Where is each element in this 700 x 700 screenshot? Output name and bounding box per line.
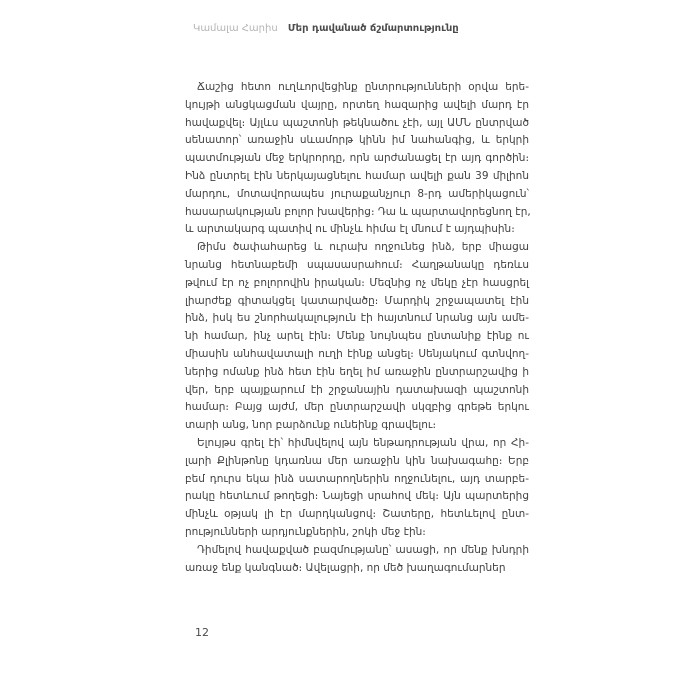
text-line: րությունների արդյունքներին, շոկի մեջ էին։ <box>185 525 426 538</box>
text-line: րակը հետևում թողեցի։ Նայեցի սրահով մեկ։ Այն պարտերից <box>185 490 529 503</box>
text-line: նի համար, ինչ արել էին։ Մենք նույնպես ընտանիք էինք ու <box>185 330 529 343</box>
text-line: լիարժեք գիտակցել կատարվածը։ Մարդիկ շրջապատել էին <box>185 294 529 307</box>
text-line: սենատոր՝ առաջին սևամորթ կինն իմ նահանգից, և երկրի <box>185 134 529 147</box>
text-line: ինձ, իսկ ես շնորհակալություն էի հայտնում նրանց այն ամե- <box>185 312 529 325</box>
text-line: հավաքվել։ Այլևս պաշտոնի թեկնածու չէի, այլ ԱՄՆ ընտրված <box>185 116 529 129</box>
text-line: Թիմս ծափահարեց և ուրախ ողջունեց ինձ, երբ միացա <box>197 241 529 254</box>
text-line: բեմ դուրս եկա ինձ սատարողներին ողջունելու, այդ տարբե- <box>185 472 529 485</box>
text-line: հասարակության բոլոր խավերից։ Դա և պարտավորեցնող էր, <box>185 205 531 218</box>
text-line: մարդու, մոտավորապես յուրաքանչյուր 8-րդ ամերիկացուն՝ <box>185 187 529 200</box>
text-line: միասին անհավատալի ուղի էինք անցել։ Սենյակում գտնվող- <box>185 347 529 360</box>
text-line: Դիմելով հավաքված բազմությանը՝ ասացի, որ մենք խնդրի <box>197 543 529 556</box>
text-line: պատմության մեջ երկրորդը, որն արժանացել էր այդ գործին։ <box>185 152 529 165</box>
author-name: Կամալա Հարիս <box>193 23 278 34</box>
text-line: համար։ Բայց այժմ, մեր ընտրարշավի սկզբից գրեթե երկու <box>185 401 529 414</box>
text-line: Ինձ ընտրել էին ներկայացնելու համար ավելի քան 39 միլիոն <box>185 169 529 182</box>
page-number: 12 <box>195 626 209 639</box>
text-line: տարի անց, նոր բարձունք ունեինք գրավելու։ <box>185 419 436 432</box>
body-text <box>185 79 529 577</box>
text-line: առաջ ենք կանգնած։ Ավելացրի, որ մեծ խաղագումարներ <box>185 561 506 574</box>
text-line: կույթի անցկացման վայրը, որտեղ հազարից ավելի մարդ էր <box>185 98 529 111</box>
text-line: Ելույթս գրել էի՝ հիմնվելով այն ենթադրության վրա, որ Հի- <box>197 436 529 449</box>
text-line: լարի Քլինթոնը կդառնա մեր առաջին կին նախագահը։ Երբ <box>185 454 529 467</box>
text-line: թվում էր ոչ բոլորովին իրական։ Մեզնից ոչ մեկը չէր հասցրել <box>185 276 529 289</box>
text-line: և արտակարգ պատիվ ու մինչև հիմա էլ մնում է այդպիսին։ <box>185 223 515 236</box>
text-line: Ճաշից հետո ուղևորվեցինք ընտրությունների օրվա երե- <box>197 81 529 93</box>
text-line: մինչև օթյակ լի էր մարդկանցով։ Շատերը, հետևելով ընտ- <box>185 508 529 521</box>
text-line: ներից ոմանք ինձ հետ էին եղել իմ առաջին ընտրարշավից ի <box>185 365 529 378</box>
running-header <box>193 23 459 35</box>
book-title: Մեր դավանած ճշմարտությունը <box>287 23 459 34</box>
text-line: վեր, երբ պայքարում էի շրջանային դատախազի պաշտոնի <box>185 383 529 396</box>
text-line: նրանց հետնաբեմի սպասասրահում։ Հաղթանակը դեռևս <box>185 258 529 271</box>
